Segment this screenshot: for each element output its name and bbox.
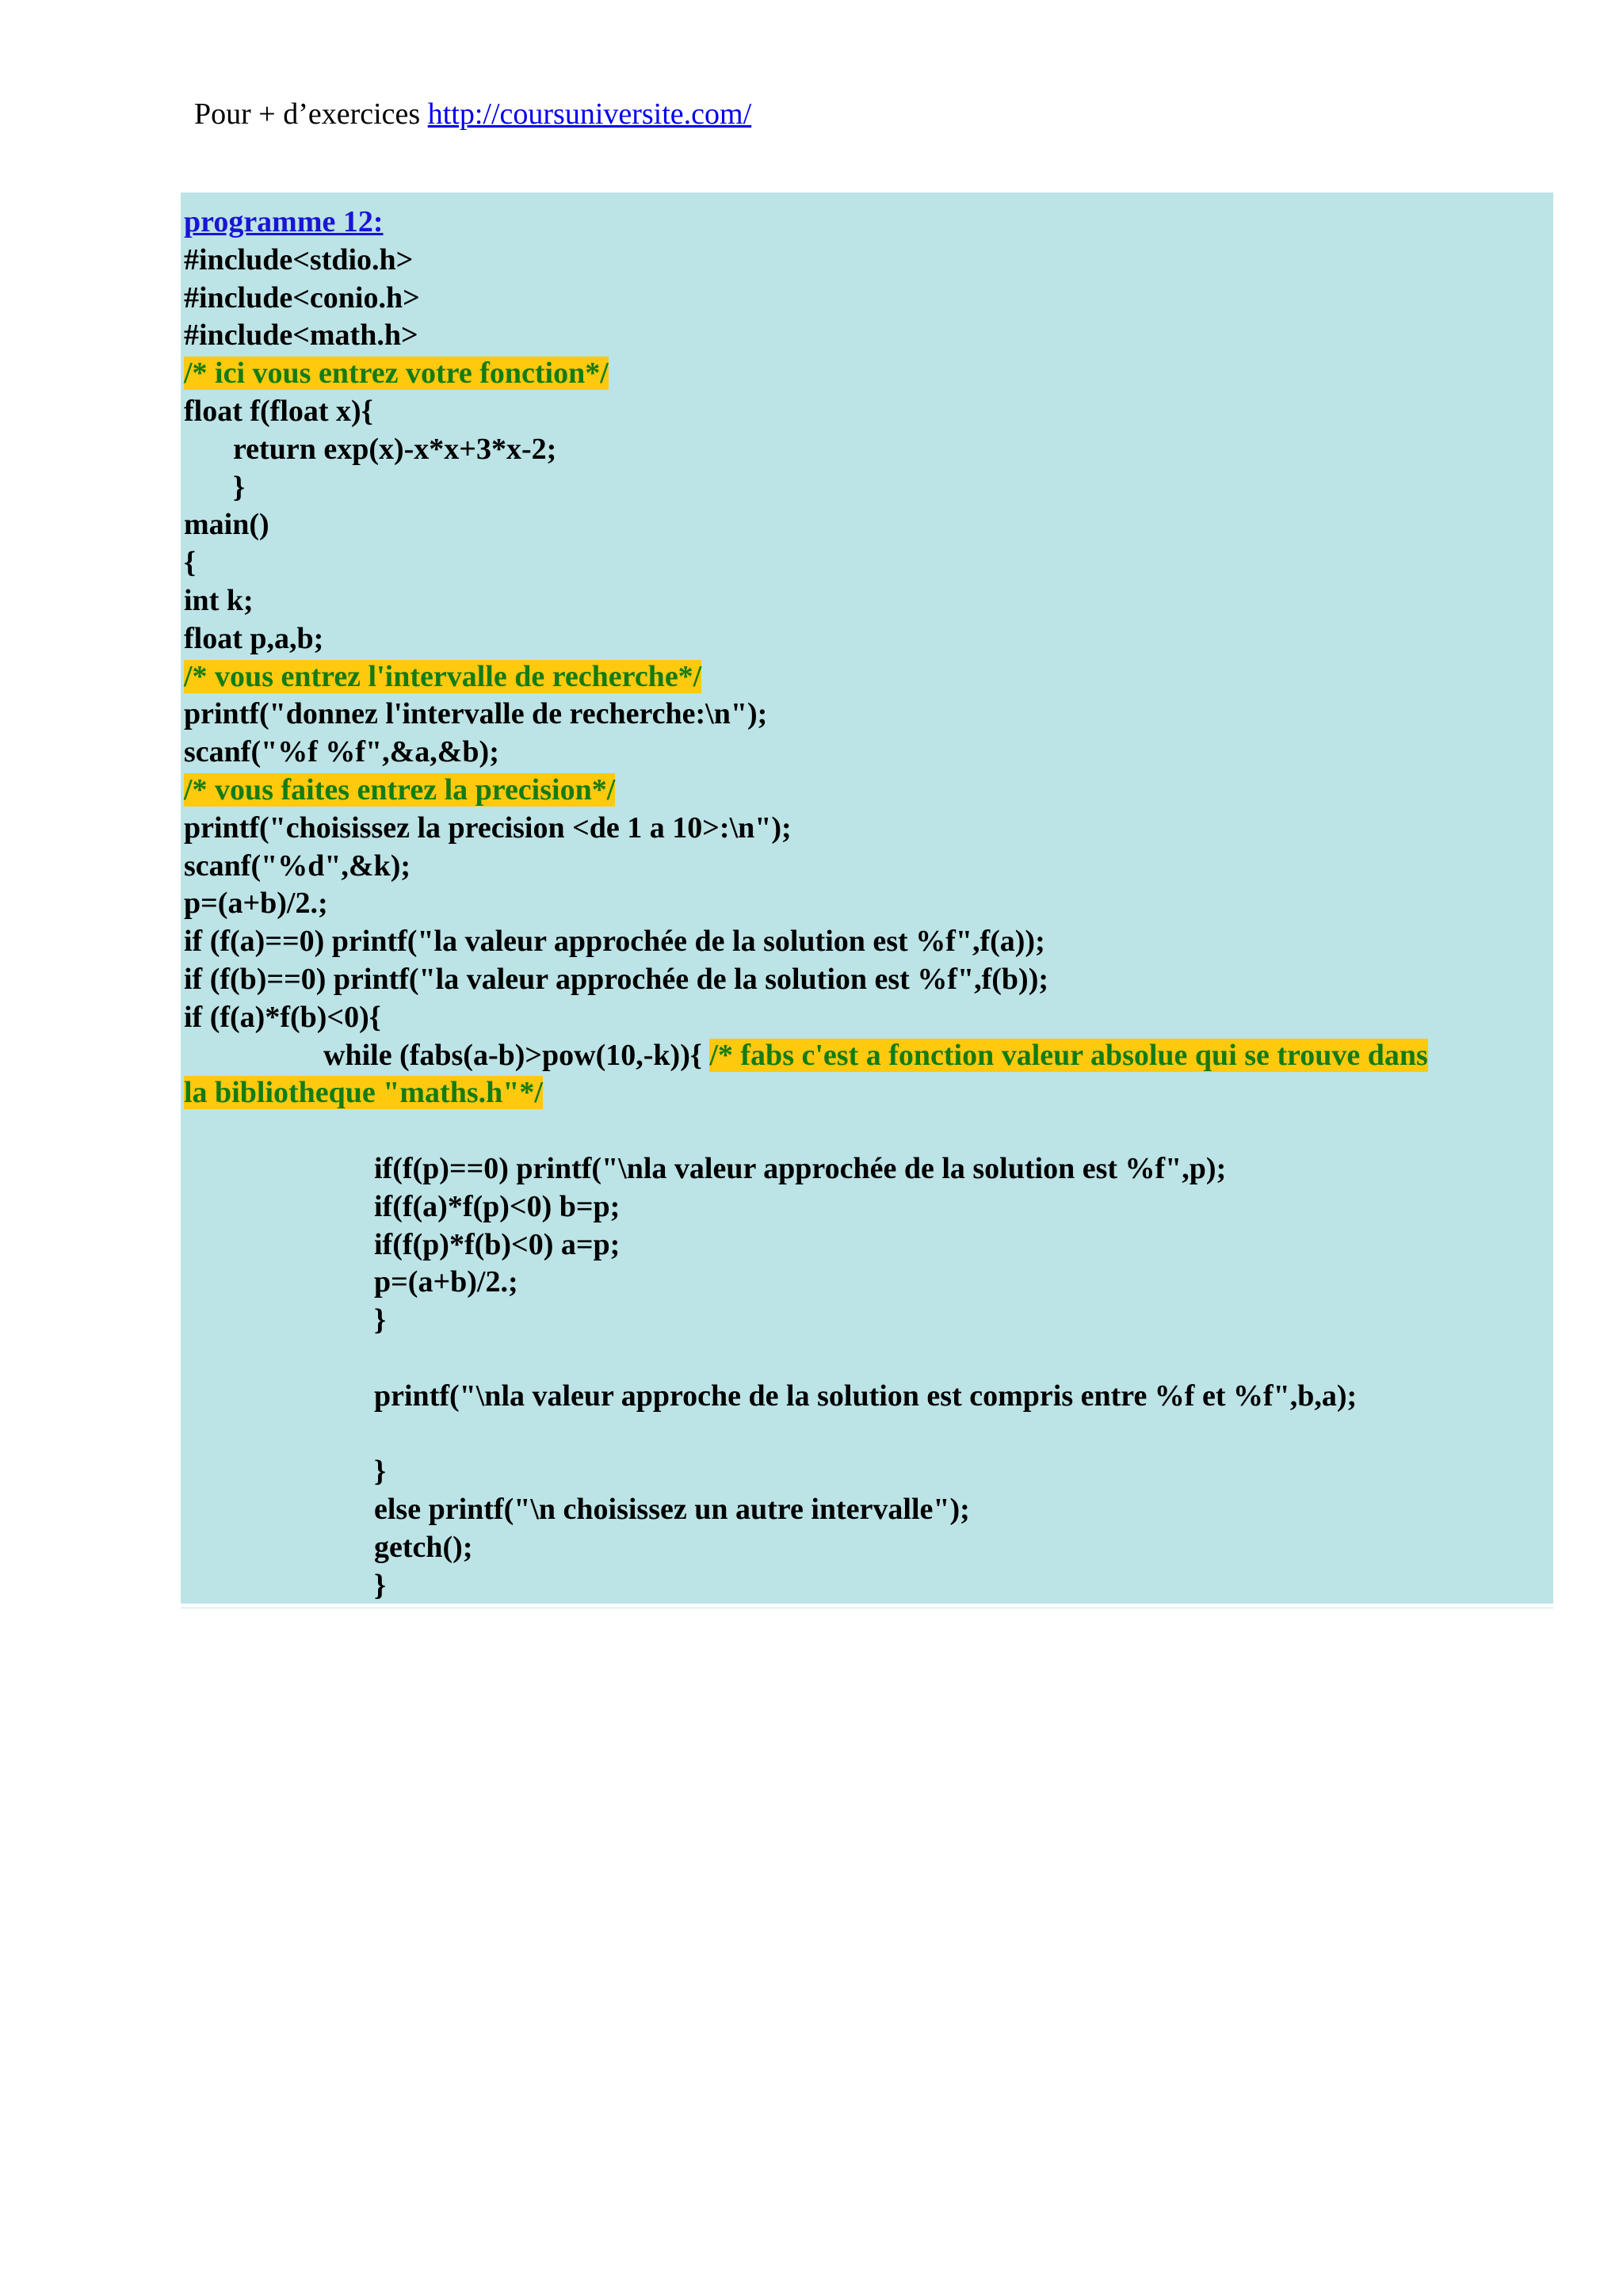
code-line: else printf("\n choisissez un autre intervalle");: [374, 1493, 970, 1527]
code-line: main(): [184, 508, 269, 542]
code-line: {: [184, 546, 196, 580]
program-title[interactable]: programme 12:: [184, 205, 384, 238]
code-line-comment: [184, 658, 1553, 696]
code-comment: /* fabs c'est a fonction valeur absolue qui se trouve dans: [709, 1038, 1428, 1072]
code-line: float f(float x){: [184, 394, 373, 428]
code-line: printf("\nla valeur approche de la solution est compris entre %f et %f",b,a);: [374, 1379, 1358, 1413]
code-block: [181, 193, 1553, 1604]
header-line: [194, 97, 751, 132]
header-prefix: Pour + d’exercices: [194, 97, 428, 131]
code-line: #include<math.h>: [184, 318, 418, 353]
code-line: p=(a+b)/2.;: [184, 887, 328, 921]
code-line: int k;: [184, 583, 254, 617]
code-line: }: [374, 1568, 386, 1602]
code-line: }: [233, 470, 245, 504]
code-line: scanf("%d",&k);: [184, 849, 411, 883]
code-line-comment: [184, 1074, 1553, 1112]
blank-line: [184, 1340, 1553, 1378]
code-line: float p,a,b;: [184, 621, 324, 655]
code-line: printf("choisissez la precision <de 1 a 10>:\n");: [184, 810, 792, 845]
site-link[interactable]: http://coursuniversite.com/: [427, 97, 752, 131]
code-line: scanf("%f %f",&a,&b);: [184, 735, 499, 769]
code-line: return exp(x)-x*x+3*x-2;: [233, 432, 557, 466]
code-comment: /* ici vous entrez votre fonction*/: [184, 357, 609, 391]
code-line-comment: [184, 355, 1553, 393]
code-line: }: [374, 1455, 386, 1489]
code-comment: /* vous entrez l'intervalle de recherche*/: [184, 659, 702, 693]
blank-line: [184, 1416, 1553, 1454]
code-line: #include<conio.h>: [184, 280, 420, 315]
code-comment: la bibliotheque "maths.h"*/: [184, 1076, 543, 1110]
code-line: p=(a+b)/2.;: [374, 1265, 518, 1299]
blank-line: [184, 1112, 1553, 1150]
code-line: if(f(p)==0) printf("\nla valeur approchée de la solution est %f",p);: [374, 1151, 1227, 1185]
code-line: printf("donnez l'intervalle de recherche:\n");: [184, 697, 768, 731]
code-line-title: [184, 204, 1553, 242]
code-line: if(f(p)*f(b)<0) a=p;: [374, 1227, 621, 1261]
code-line-comment: [184, 772, 1553, 810]
block-bottom-rule: [181, 1607, 1553, 1609]
code-while: while (fabs(a-b)>pow(10,-k)){: [323, 1038, 710, 1072]
code-line: getch();: [374, 1530, 473, 1564]
code-line: if (f(b)==0) printf("la valeur approchée de la solution est %f",f(b));: [184, 962, 1048, 996]
code-line: if (f(a)==0) printf("la valeur approchée de la solution est %f",f(a));: [184, 925, 1045, 959]
code-line: if (f(a)*f(b)<0){: [184, 1000, 381, 1034]
code-line: }: [374, 1303, 386, 1337]
code-line-while: [184, 1037, 1553, 1075]
code-comment: /* vous faites entrez la precision*/: [184, 772, 616, 807]
code-line: #include<stdio.h>: [184, 242, 414, 277]
code-line: if(f(a)*f(p)<0) b=p;: [374, 1189, 621, 1223]
